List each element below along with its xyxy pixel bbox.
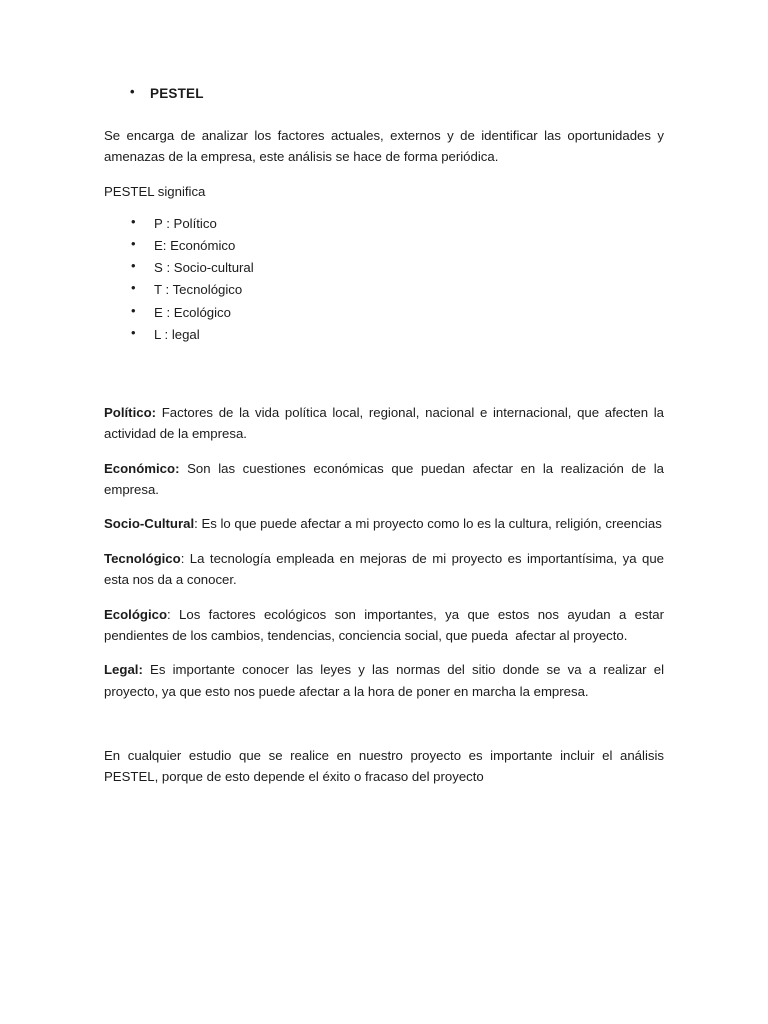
- definition-body: Son las cuestiones económicas que puedan afectar en la realización de la empresa.: [104, 460, 664, 498]
- spacer: [104, 715, 664, 745]
- definition-economico: [104, 458, 664, 501]
- page-title: • PESTEL: [104, 84, 664, 104]
- definition-tecnologico: [104, 548, 664, 591]
- meaning-label: PESTEL significa: [104, 184, 206, 200]
- definition-legal: [104, 659, 664, 702]
- heading-bullet-list: [104, 84, 664, 104]
- definition-body: : La tecnología empleada en mejoras de mi proyecto es importantísima, ya que esta nos da a conocer.: [104, 550, 664, 588]
- list-item: • T : Tecnológico: [104, 283, 664, 296]
- definition-term: Legal:: [104, 662, 143, 678]
- list-item: • P : Político: [104, 217, 664, 230]
- definitions-section: [104, 402, 668, 702]
- definition-term: Tecnológico: [104, 550, 181, 566]
- definition-body: : Los factores ecológicos son importantes, ya que estos nos ayudan a estar pendientes de los cambios, tendencias, conciencia social, que pueda afectar al proyecto.: [104, 606, 668, 643]
- definition-socio-cultural: [104, 513, 664, 534]
- list-item: • E: Económico: [104, 239, 664, 252]
- list-item: • L : legal: [104, 328, 664, 341]
- definition-ecologico: [104, 604, 668, 647]
- definition-politico: [104, 402, 664, 445]
- definition-body: Factores de la vida política local, regional, nacional e internacional, que afecten la actividad de la empresa.: [104, 404, 664, 442]
- definition-term: Político:: [104, 404, 157, 420]
- pestel-meaning-list: [104, 217, 664, 341]
- definition-term: Ecológico: [104, 606, 168, 622]
- list-item: • E : Ecológico: [104, 306, 664, 319]
- document-body: [104, 84, 668, 802]
- definition-body: : Es lo que puede afectar a mi proyecto como lo es la cultura, religión, creencias: [194, 516, 662, 532]
- spacer: [104, 350, 664, 402]
- definition-term: Económico:: [104, 460, 180, 476]
- definition-term: Socio-Cultural: [104, 516, 195, 532]
- closing-paragraph: En cualquier estudio que se realice en nuestro proyecto es importante incluir el análisis PESTEL, porque de esto depende el éxito o fracaso del proyecto: [104, 748, 664, 785]
- list-item: • S : Socio-cultural: [104, 261, 664, 274]
- intro-paragraph: Se encarga de analizar los factores actuales, externos y de identificar las oportunidades y amenazas de la empresa, este análisis se hace de forma periódica.: [104, 127, 664, 164]
- definition-body: Es importante conocer las leyes y las normas del sitio donde se va a realizar el proyecto, ya que esto nos puede afectar a la hora de poner en marcha la empresa.: [104, 662, 664, 699]
